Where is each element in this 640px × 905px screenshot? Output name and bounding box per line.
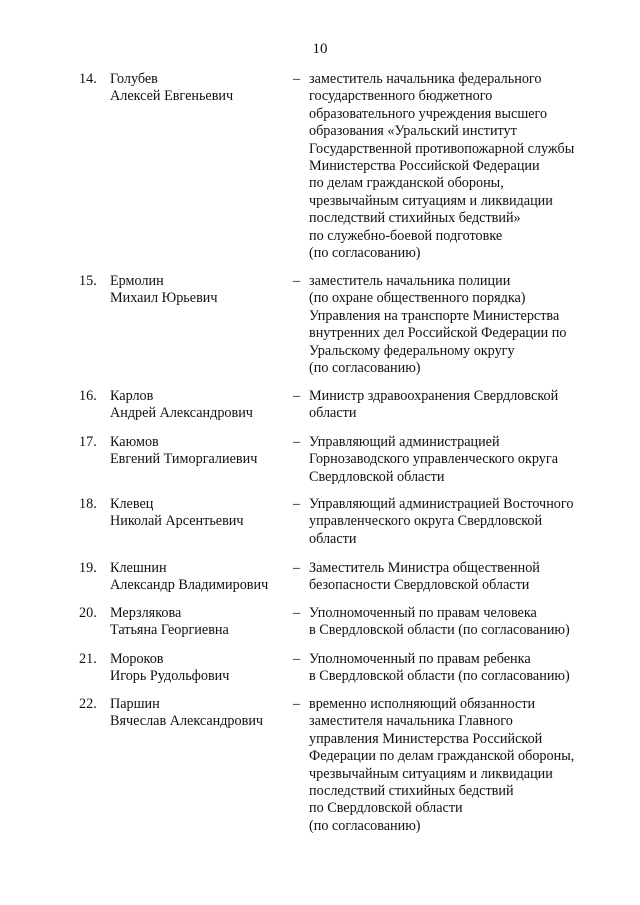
given-names: Татьяна Георгиевна	[110, 622, 229, 639]
entry-number: 16.	[79, 388, 97, 404]
description-line: Управления на транспорте Министерства	[309, 307, 560, 324]
description-line: Свердловской области	[309, 468, 445, 485]
person-name	[110, 496, 285, 531]
entry-number: 15.	[79, 273, 97, 289]
description-line: последствий стихийных бедствий»	[309, 210, 521, 227]
dash: –	[293, 605, 301, 621]
position-description	[309, 696, 609, 835]
description-line: временно исполняющий обязанности	[309, 696, 536, 712]
description-line: управления Министерства Российской	[309, 730, 543, 747]
description-line: управленческого округа Свердловской	[309, 513, 543, 530]
surname: Мороков	[110, 651, 164, 667]
description-line: государственного бюджетного	[309, 88, 493, 105]
surname: Мерзлякова	[110, 605, 182, 621]
description-line: (по согласованию)	[309, 817, 421, 834]
given-names: Андрей Александрович	[110, 405, 253, 422]
position-description	[309, 560, 609, 595]
description-line: Уральскому федеральному округу	[309, 342, 515, 359]
entry-number: 18.	[79, 496, 97, 512]
dash: –	[293, 434, 301, 450]
person-name	[110, 560, 285, 595]
description-line: Министерства Российской Федерации	[309, 158, 540, 175]
person-name	[110, 605, 285, 640]
page-number: 10	[312, 41, 328, 57]
description-line: по делам гражданской обороны,	[309, 175, 504, 192]
description-line: Управляющий администрацией Восточного	[309, 496, 574, 512]
dash: –	[293, 560, 301, 576]
entry-number: 20.	[79, 605, 97, 621]
person-name	[110, 273, 285, 308]
position-description	[309, 434, 609, 486]
description-line: образовательного учреждения высшего	[309, 105, 548, 122]
description-line: безопасности Свердловской области	[309, 577, 530, 594]
person-name	[110, 71, 285, 106]
description-line: заместитель начальника полиции	[309, 273, 511, 289]
entry-number: 21.	[79, 651, 97, 667]
description-line: внутренних дел Российской Федерации по	[309, 325, 567, 342]
surname: Клешнин	[110, 560, 167, 576]
surname: Карлов	[110, 388, 154, 404]
description-line: (по согласованию)	[309, 245, 421, 262]
description-line: чрезвычайным ситуациям и ликвидации	[309, 192, 553, 209]
description-line: Федерации по делам гражданской обороны,	[309, 748, 575, 765]
description-line: Государственной противопожарной службы	[309, 140, 575, 157]
description-line: Уполномоченный по правам ребенка	[309, 651, 531, 667]
position-description	[309, 388, 609, 423]
person-name	[110, 651, 285, 686]
dash: –	[293, 696, 301, 712]
description-line: Уполномоченный по правам человека	[309, 605, 537, 621]
description-line: по Свердловской области	[309, 800, 463, 817]
description-line: (по охране общественного порядка)	[309, 290, 526, 307]
given-names: Алексей Евгеньевич	[110, 88, 234, 105]
person-name	[110, 388, 285, 423]
description-line: в Свердловской области (по согласованию)	[309, 622, 570, 639]
description-line: Горнозаводского управленческого округа	[309, 451, 559, 468]
position-description	[309, 273, 609, 377]
person-name	[110, 696, 285, 731]
description-line: заместителя начальника Главного	[309, 713, 513, 730]
given-names: Николай Арсентьевич	[110, 513, 244, 530]
description-line: Управляющий администрацией	[309, 434, 500, 450]
given-names: Александр Владимирович	[110, 577, 269, 594]
dash: –	[293, 273, 301, 289]
description-line: чрезвычайным ситуациям и ликвидации	[309, 765, 553, 782]
dash: –	[293, 651, 301, 667]
dash: –	[293, 496, 301, 512]
given-names: Евгений Тиморгалиевич	[110, 451, 258, 468]
given-names: Вячеслав Александрович	[110, 713, 264, 730]
description-line: (по согласованию)	[309, 360, 421, 377]
description-line: Заместитель Министра общественной	[309, 560, 540, 576]
surname: Каюмов	[110, 434, 159, 450]
surname: Ермолин	[110, 273, 164, 289]
position-description	[309, 651, 609, 686]
description-line: образования «Уральский институт	[309, 123, 517, 140]
person-name	[110, 434, 285, 469]
description-line: области	[309, 405, 357, 422]
position-description	[309, 496, 609, 548]
entry-number: 19.	[79, 560, 97, 576]
surname: Паршин	[110, 696, 160, 712]
given-names: Игорь Рудольфович	[110, 668, 230, 685]
given-names: Михаил Юрьевич	[110, 290, 218, 307]
position-description	[309, 605, 609, 640]
entry-number: 14.	[79, 71, 97, 87]
description-line: области	[309, 530, 357, 547]
dash: –	[293, 388, 301, 404]
entry-number: 17.	[79, 434, 97, 450]
entry-number: 22.	[79, 696, 97, 712]
description-line: по служебно-боевой подготовке	[309, 227, 503, 244]
description-line: последствий стихийных бедствий	[309, 783, 514, 800]
description-line: заместитель начальника федерального	[309, 71, 542, 87]
description-line: в Свердловской области (по согласованию)	[309, 668, 570, 685]
dash: –	[293, 71, 301, 87]
description-line: Министр здравоохранения Свердловской	[309, 388, 559, 404]
surname: Голубев	[110, 71, 158, 87]
surname: Клевец	[110, 496, 154, 512]
position-description	[309, 71, 609, 262]
